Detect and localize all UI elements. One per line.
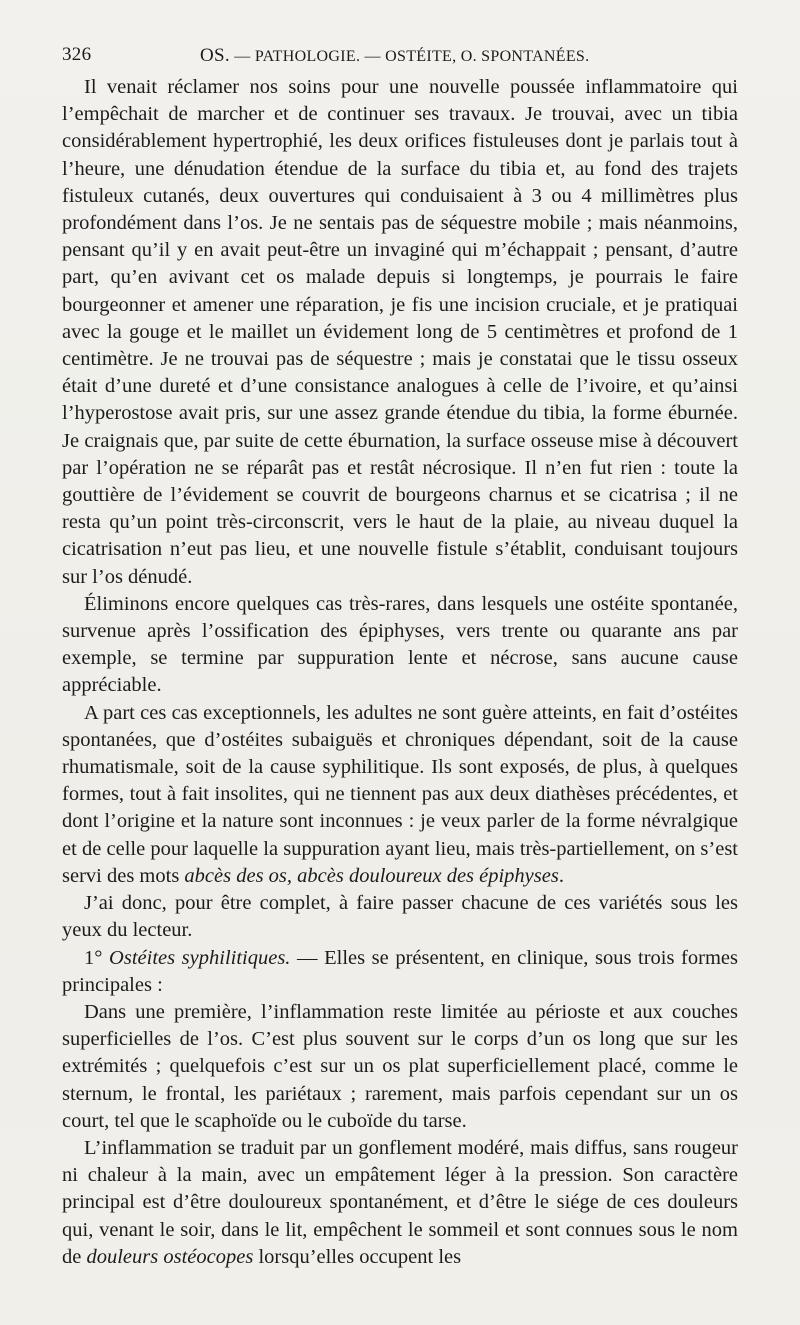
italic-term: douleurs ostéocopes [86, 1245, 254, 1268]
paragraph-text: — Elles se présentent, en clinique, sous trois formes principales : [62, 946, 738, 996]
section-number: 1° [84, 946, 103, 969]
section-heading-syphilitic [62, 945, 738, 999]
paragraph-text: A part ces cas exceptionnels, les adultes ne sont guère atteints, en fait d’ostéites spontanées, que d’ostéites subaiguës et chroniques dépendant, soit de la cause rhumatismale, soit de la cause syphilitique. Ils sont exposés, de plus, à quelques formes, tout à fait insolites, qui ne tiennent pas aux deux diathèses précédentes, et dont l’origine et la nature sont inconnues : je veux parler de la forme névralgique et de celle pour laquelle la suppuration ayant lieu, mais très-partiellement, on s’est servi des mots [62, 701, 738, 887]
paragraph-text: lorsqu’elles occupent les [253, 1245, 462, 1268]
paragraph-text: J’ai donc, pour être complet, à faire passer chacune de ces variétés sous les yeux du lecteur. [62, 892, 738, 942]
paragraph-text: Éliminons encore quelques cas très-rares, dans lesquels une ostéite spontanée, survenue après l’ossification des épiphyses, vers trente ou quarante ans par exemple, se termine par suppuration lente et nécrose, sans aucune cause appréciable. [62, 592, 738, 697]
paragraph-case-report [62, 74, 738, 591]
section-title: Ostéites syphilitiques. [109, 946, 291, 969]
page-number: 326 [62, 44, 92, 65]
page-header [62, 44, 738, 72]
paragraph-text: L’inflammation se traduit par un gonflement modéré, mais diffus, sans rougeur ni chaleur à la main, avec un empâtement léger à la pression. Son caractère principal est d’être douloureux spontanément, et d’être le siége de ces douleurs qui, venant le soir, dans le lit, empêchent le sommeil et sont connues sous le nom de [62, 1136, 738, 1268]
running-head-title: — PATHOLOGIE. — OSTÉITE, O. SPONTANÉES. [234, 48, 590, 65]
paragraph-text: Il venait réclamer nos soins pour une nouvelle poussée inflammatoire qui l’empêchait de marcher et de continuer ses travaux. Je trouvai, avec un tibia considérablement hypertrophié, les deux orifices fistuleuses dont je parlais tout à l’heure, une dénudation étendue de la surface du tibia et, au fond des trajets fistuleux cutanés, deux ouvertures qui conduisaient à 3 ou 4 millimètres plus profondément dans l’os. Je ne sentais pas de séquestre mobile ; mais néanmoins, pensant qu’il y en avait peut-être un invaginé qui m’échappait ; pensant, d’autre part, qu’en avivant cet os malade depuis si longtemps, je pourrais le faire bourgeonner et amener une réparation, je fis une incision cruciale, et je pratiquai avec la gouge et le maillet un évidement long de 5 centimètres et profond de 1 centimètre. Je ne trouvai pas de séquestre ; mais je constatai que le tissu osseux était d’une dureté et d’une consistance analogues à celle de l’ivoire, et qu’ainsi l’hyperostose avait pris, sur une assez grande étendue du tibia, la forme éburnée. Je craignais que, par suite de cette éburnation, la surface osseuse mise à découvert par l’opération ne se réparât pas et restât nécrosique. Il n’en fut rien : toute la gouttière de l’évidement se couvrit de bourgeons charnus et se cicatrisa ; il ne resta qu’un point très-circonscrit, vers le haut de la plaie, au niveau duquel la cicatrisation n’eut pas lieu, et une nouvelle fistule s’établit, conduisant toujours sur l’os dénudé. [62, 76, 738, 588]
paragraph-completeness [62, 890, 738, 944]
running-head-os: OS. [200, 45, 230, 66]
italic-term: abcès des os, abcès douloureux des épiphyses [184, 864, 559, 887]
paragraph-rare-cases [62, 591, 738, 700]
body-text [62, 74, 738, 1271]
paragraph-text: . [558, 864, 564, 887]
paragraph-exceptional-cases [62, 700, 738, 890]
paragraph-first-form [62, 999, 738, 1135]
paragraph-inflammation [62, 1135, 738, 1271]
paragraph-text: Dans une première, l’inflammation reste limitée au périoste et aux couches superficielles de l’os. C’est plus souvent sur le corps d’un os long que sur les extrémités ; quelquefois c’est sur un os plat superficiellement placé, comme le sternum, le frontal, les pariétaux ; rarement, mais parfois cependant sur un os court, tel que le scaphoïde ou le cuboïde du tarse. [62, 1000, 738, 1132]
running-head [200, 44, 589, 69]
